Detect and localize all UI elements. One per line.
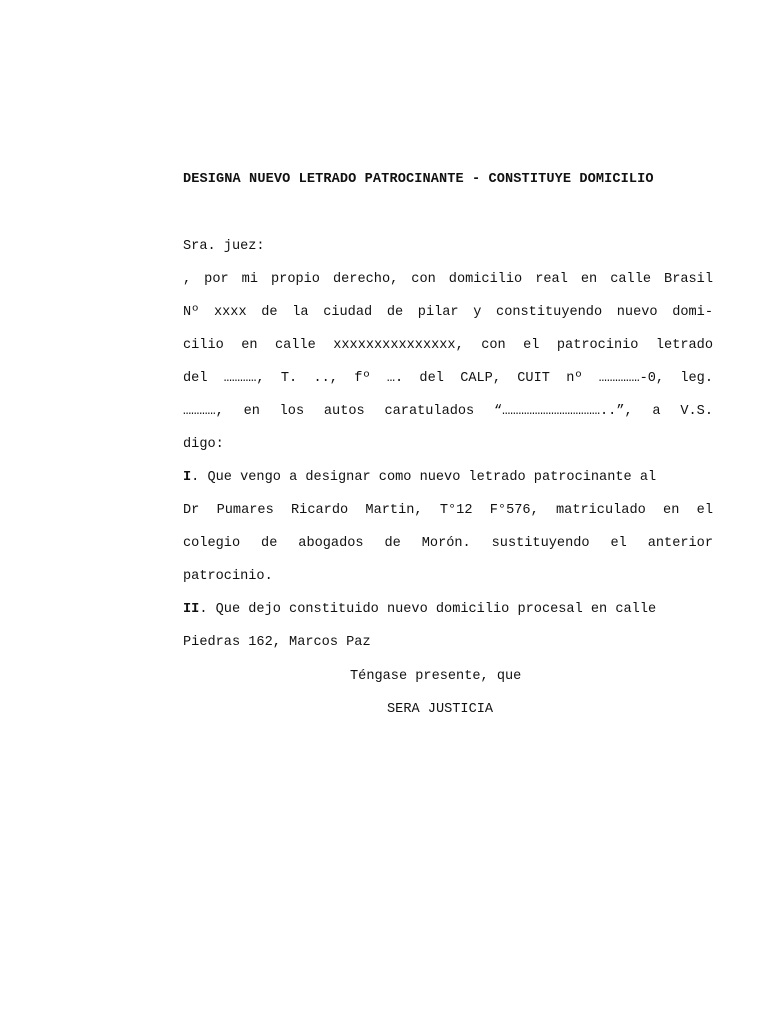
intro-line-4: del …………, T. .., fº …. del CALP, CUIT nº ……………-0, leg.	[183, 371, 713, 386]
point-one-numeral: I	[183, 470, 192, 485]
point-two-numeral: II	[183, 602, 200, 617]
intro-line-2: Nº xxxx de la ciudad de pilar y constituyendo nuevo domi-	[183, 305, 713, 320]
salutation: Sra. juez:	[183, 239, 265, 254]
point-one-line-1	[183, 469, 713, 487]
point-two-line-2: Piedras 162, Marcos Paz	[183, 635, 371, 650]
intro-line-6: digo:	[183, 437, 224, 452]
point-two-text-1: . Que dejo constituido nuevo domicilio procesal en calle	[199, 602, 657, 617]
closing-sera-justicia: SERA JUSTICIA	[387, 702, 494, 717]
intro-line-3: cilio en calle xxxxxxxxxxxxxxx, con el patrocinio letrado	[183, 338, 713, 353]
intro-line-1: , por mi propio derecho, con domicilio real en calle Brasil	[183, 272, 713, 287]
intro-line-5: …………, en los autos caratulados “………………………………..”, a V.S.	[183, 404, 713, 419]
document-title: DESIGNA NUEVO LETRADO PATROCINANTE - CONSTITUYE DOMICILIO	[183, 172, 654, 187]
point-two-line-1	[183, 601, 713, 619]
closing-tengase: Téngase presente, que	[350, 669, 522, 684]
point-one-text-1: . Que vengo a designar como nuevo letrado patrocinante al	[191, 470, 657, 485]
point-one-line-4: patrocinio.	[183, 569, 273, 584]
point-one-line-2: Dr Pumares Ricardo Martin, T°12 F°576, matriculado en el	[183, 503, 713, 518]
point-one-line-3: colegio de abogados de Morón. sustituyendo el anterior	[183, 536, 713, 551]
